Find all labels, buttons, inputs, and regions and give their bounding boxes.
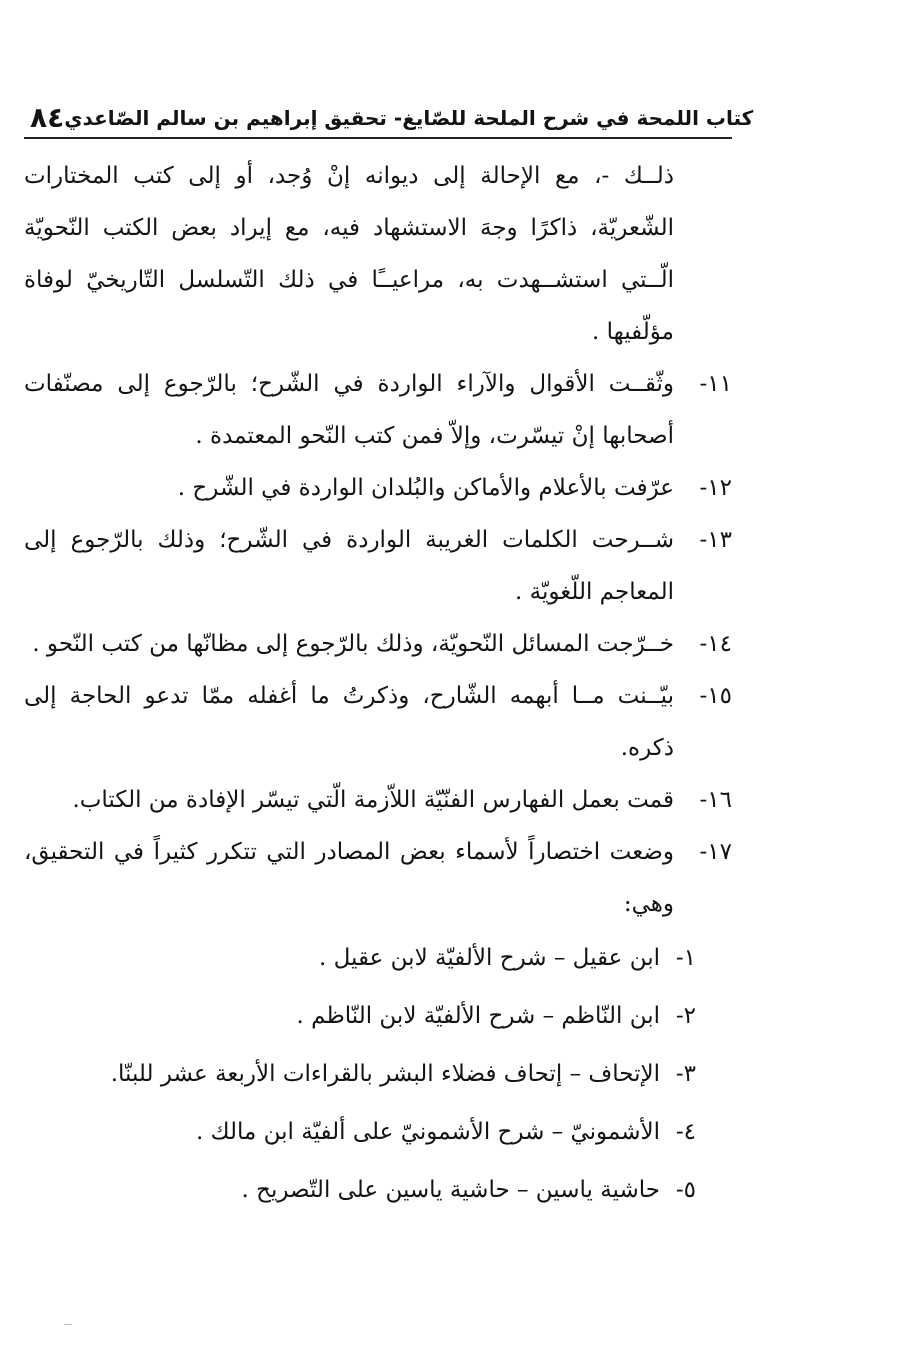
item-number: ١٦- (699, 787, 732, 813)
item-text: قمت بعمل الفهارس الفنّيّة اللاّزمة الّتي تيسّر الإفادة من الكتاب. (72, 787, 674, 813)
abbreviation-text: ابن عقيل – شرح الألفيّة لابن عقيل . (319, 945, 660, 971)
list-item-17 (24, 826, 732, 930)
list-item-13 (24, 514, 732, 618)
page-header (24, 96, 754, 136)
item-text: وضعت اختصاراً لأسماء بعض المصادر التي تتكرر كثيراً في التحقيق، وهي: (24, 839, 674, 917)
abbreviation-text: الإتحاف – إتحاف فضلاء البشر بالقراءات الأربعة عشر للبنّا. (110, 1061, 660, 1087)
abbreviation-item (24, 990, 732, 1042)
page-body (24, 150, 732, 1222)
item-number: ١١- (699, 371, 732, 397)
intro-paragraph: ذلــك -، مع الإحالة إلى ديوانه إنْ وُجد، أو إلى كتب المختارات الشّعريّة، ذاكرًا وجهَ الاستشهاد فيه، مع إيراد بعض الكتب النّحويّة الّــتي استشــهدت به، مراعيــًا في ذلك التّسلسل التّاريخيّ لوفاة مؤلّفيها . (24, 163, 674, 345)
header-rule (24, 137, 732, 139)
item-number: ١٢- (699, 475, 732, 501)
abbreviation-item (24, 1106, 732, 1158)
list-item-12 (24, 462, 732, 514)
item-text: وثّقــت الأقوال والآراء الواردة في الشّرح؛ بالرّجوع إلى مصنّفات أصحابها إنْ تيسّرت، وإلاّ فمن كتب النّحو المعتمدة . (24, 371, 674, 449)
item-number: ١٤- (699, 631, 732, 657)
abbreviation-item (24, 1048, 732, 1100)
item-number: ١٥- (699, 683, 732, 709)
page-number: ٨٤ (30, 101, 65, 134)
list-item-16 (24, 774, 732, 826)
abbreviation-number: ٥- (675, 1177, 696, 1203)
list-item-15 (24, 670, 732, 774)
abbreviation-item (24, 932, 732, 984)
abbreviation-number: ٣- (675, 1061, 696, 1087)
list-item-14 (24, 618, 732, 670)
running-title: كتاب اللمحة في شرح الملحة للصّايغ- تحقيق إبراهيم بن سالم الصّاعدي (64, 106, 754, 130)
item-text: بيّــنت مــا أبهمه الشّارح، وذكرتُ ما أغفله ممّا تدعو الحاجة إلى ذكره. (24, 683, 674, 761)
item-number: ١٣- (699, 527, 732, 553)
abbreviation-number: ١- (675, 945, 696, 971)
abbreviation-text: ابن النّاظم – شرح الألفيّة لابن النّاظم . (296, 1003, 660, 1029)
abbreviation-number: ٢- (675, 1003, 696, 1029)
item-text: شــرحت الكلمات الغريبة الواردة في الشّرح؛ وذلك بالرّجوع إلى المعاجم اللّغويّة . (24, 527, 674, 605)
item-number: ١٧- (699, 839, 732, 865)
abbreviations-list (24, 932, 732, 1216)
abbreviation-number: ٤- (675, 1119, 696, 1145)
abbreviation-item (24, 1164, 732, 1216)
list-item-11 (24, 358, 732, 462)
scan-speck (64, 1324, 72, 1325)
item-text: عرّفت بالأعلام والأماكن والبُلدان الواردة في الشّرح . (177, 475, 674, 501)
abbreviation-text: الأشمونيّ – شرح الأشمونيّ على ألفيّة ابن مالك . (196, 1119, 660, 1145)
abbreviation-text: حاشية ياسين – حاشية ياسين على التّصريح . (241, 1177, 660, 1203)
item-text: خــرّجت المسائل النّحويّة، وذلك بالرّجوع إلى مظانّها من كتب النّحو . (32, 631, 674, 657)
